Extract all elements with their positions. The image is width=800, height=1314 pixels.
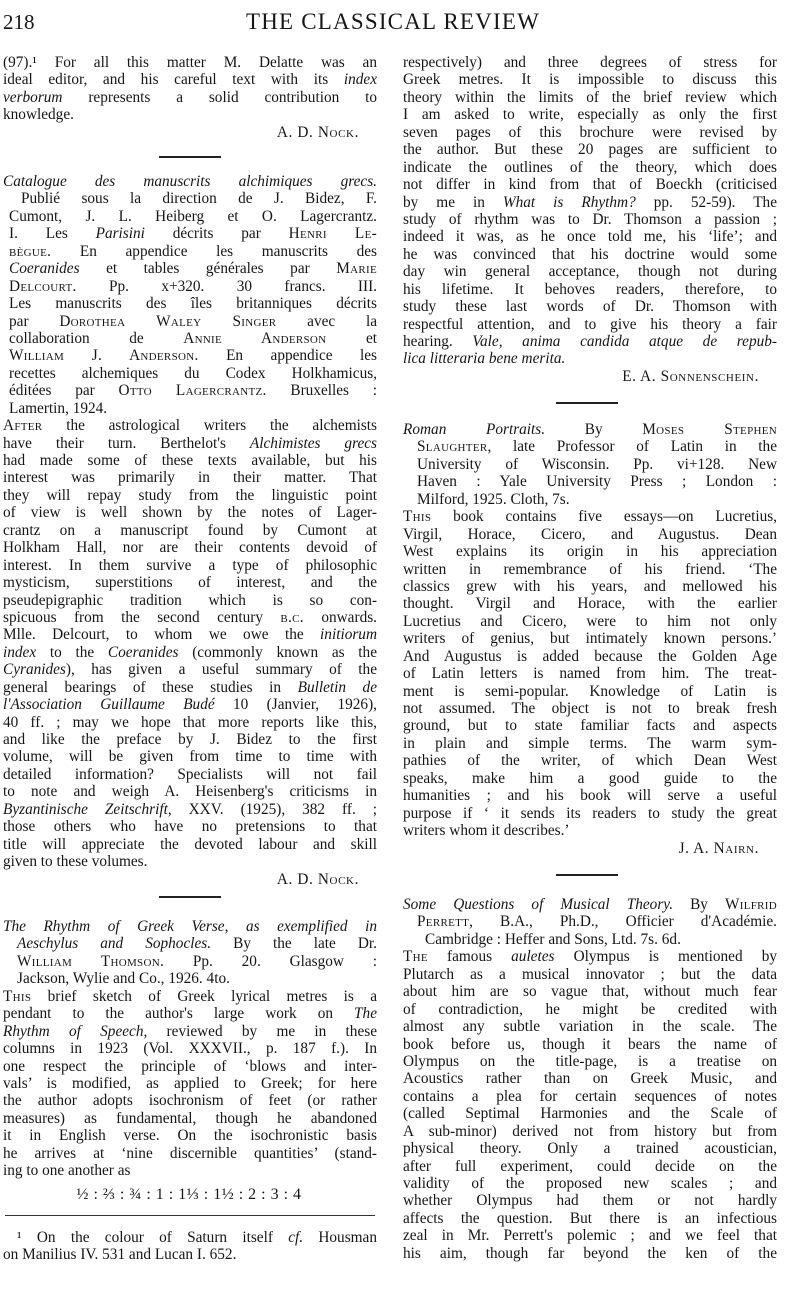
text-line: affects the question. But there is an infectious [403, 1209, 777, 1227]
text-line: Greek metres. It is impossible to discuss this [403, 71, 777, 89]
text-run: collaboration de [9, 329, 184, 347]
text-line: recettes alchemiques du Codex Holkhamicus, [9, 364, 377, 382]
text-line: writers of genius, but intimately known persons.’ [403, 630, 777, 648]
text-line: indeed it was, as he once told me, his ‘life’; and [403, 228, 777, 246]
text-line: and like the preface by J. Bidez to the first [3, 731, 377, 748]
footnote-divider [5, 1215, 375, 1216]
text-line: ground, but to state familiar facts and aspects [403, 717, 777, 735]
text-line: Lamertin, 1924. [9, 399, 108, 417]
text-line: Cumont, J. L. Heiberg et O. Lagercrantz. [9, 207, 377, 225]
text-run: famous [427, 948, 512, 966]
text-line: had made some of these texts available, but his [3, 452, 377, 469]
reviewer-signature: A. D. Nock. [276, 123, 359, 141]
text-run: hearing. [403, 333, 473, 350]
text-line [403, 948, 777, 965]
text-run: general bearings of these studies in [3, 678, 298, 696]
text-line [403, 194, 777, 211]
small-caps-text: After [3, 417, 43, 435]
italic-text: initiorum [320, 626, 377, 644]
small-caps-text: Delcourt. [9, 277, 77, 295]
italic-text: lica litteraria bene merita. [403, 350, 566, 368]
text-line: writers whom it describes.’ [403, 822, 570, 840]
text-line: columns in 1923 (Vol. XXXVII., p. 187 f.). In [3, 1040, 377, 1058]
text-line: (called Septimal Harmonies and the Scale of [403, 1105, 777, 1123]
small-caps-text: Annie Anderson [183, 329, 327, 347]
text-run: the astrological writers the alchemists [42, 417, 377, 435]
text-run: to the [36, 643, 108, 661]
italic-text: The Rhythm of Greek Verse, as exemplified in [3, 918, 377, 935]
text-line: he arrives at ‘nine discernible quantities’ (stand- [3, 1144, 377, 1162]
text-line: he was convinced that his doctrine would some [403, 245, 777, 263]
small-caps-text: William J. Anderson. [9, 347, 199, 365]
section-divider [556, 402, 618, 404]
review-musical-theory [403, 896, 777, 1262]
text-line: about him are so vague that, without much fear [403, 983, 777, 1001]
italic-text: Byzantinische Zeitschrift [3, 800, 168, 818]
italic-text: Parisini [95, 225, 145, 243]
text-line [403, 350, 777, 367]
text-line [3, 417, 377, 434]
small-caps-text: Henri Le- [288, 225, 377, 243]
review-continuation-delatte [3, 54, 377, 141]
text-run: ¹ On the colour of Saturn itself [17, 1229, 289, 1246]
small-caps-text: Wilfrid [725, 896, 777, 913]
text-run: avec la [276, 312, 377, 330]
text-line: his aim, though far beyond the ken of the [403, 1244, 777, 1262]
text-line: volume, will be given from time to time with [3, 748, 377, 766]
text-line: to note and weigh A. Heisenberg's criticisms in [3, 783, 377, 801]
text-line: Les manuscrits des îles britanniques décrits [9, 295, 377, 313]
text-line [3, 89, 377, 106]
section-divider [159, 896, 221, 898]
text-line: those others who have no pretensions to that [3, 818, 377, 836]
italic-text: Coeranides [9, 260, 80, 278]
italic-text: auletes [511, 948, 555, 966]
section-divider [556, 874, 618, 876]
text-line: ing to one another as [3, 1162, 131, 1180]
text-run: et [326, 329, 377, 347]
italic-text: index [3, 643, 37, 661]
text-line: I am asked to write, especially as only the first [403, 106, 777, 124]
italic-text: l'Association Guillaume Budé [3, 696, 215, 714]
text-line: Cambridge : Heffer and Sons, Ltd. 7s. 6d. [425, 930, 681, 948]
text-line: of view is well shown by the notes of Lager- [3, 504, 377, 522]
text-run: Bruxelles : [266, 382, 377, 400]
text-run: By [673, 896, 726, 913]
text-run: have their turn. Berthelot's [3, 434, 250, 452]
text-line: mysticism, superstitions of interest, and the [3, 574, 377, 592]
italic-text: index [343, 71, 377, 89]
text-line: it in English verse. On the isochronistic basis [3, 1127, 377, 1145]
text-run: Housman [303, 1229, 377, 1246]
text-line: Olympus on the title-page, is a treatise on [403, 1052, 777, 1070]
italic-text: Bulletin de [297, 678, 377, 696]
small-caps-text: bègue. [9, 242, 52, 260]
text-line [3, 679, 377, 696]
text-line: theory within the limits of the brief review which [403, 88, 777, 106]
text-line [3, 347, 377, 364]
text-line [3, 935, 377, 952]
text-run: pp. 52-59). The [635, 193, 777, 211]
text-line: of Latin letters is named from him. The treat- [403, 665, 777, 683]
text-line: purpose if ‘ it sends its readers to study the great [403, 804, 777, 822]
text-line: on Manilius IV. 531 and Lucan I. 652. [3, 1246, 237, 1264]
text-line: Milford, 1925. Cloth, 7s. [417, 490, 570, 508]
small-caps-text: This [403, 508, 432, 526]
text-line [3, 382, 377, 399]
text-line: written in remembrance of his friend. ‘The [403, 560, 777, 578]
text-line [3, 225, 377, 242]
text-line [403, 333, 777, 350]
text-line [3, 278, 377, 295]
text-line: Plutarch as a musical innovator ; but the data [403, 965, 777, 983]
text-line: detailed information? Specialists will not fail [3, 765, 377, 783]
text-line [3, 243, 377, 260]
text-line: his lifetime. It behoves readers, therefore, to [403, 280, 777, 298]
text-line: almost any subtle variation in the scale. The [403, 1018, 777, 1036]
text-line: Holkham Hall, nor are their contents devoid of [3, 539, 377, 557]
text-run: brief sketch of Greek lyrical metres is a [31, 987, 377, 1005]
small-caps-text: Moses Stephen [642, 421, 777, 438]
italic-text: cf. [288, 1229, 304, 1246]
italic-text: Aeschylus and Sophocles. [17, 935, 212, 953]
text-line: given to these volumes. [3, 853, 148, 871]
text-line [3, 260, 377, 277]
text-line: vals’ is modified, as applied to Greek; for here [3, 1074, 377, 1092]
text-line: Lucretius and Cicero, were to him not only [403, 612, 777, 630]
text-run: Pp. x+320. 30 francs. III. [76, 277, 377, 295]
text-line [403, 438, 777, 455]
text-line: respectively) and three degrees of stress for [403, 54, 777, 71]
text-line: not differ in kind from that of Boeckh (criticised [403, 176, 777, 194]
text-line: contains a plea for certain sequences of notes [403, 1087, 777, 1105]
review-continuation-rhythm [403, 54, 777, 385]
text-line: Acoustics rather than on Greek Music, and [403, 1070, 777, 1088]
text-line: zeal in Mr. Perrett's polemic ; and we feel that [403, 1227, 777, 1245]
text-line: validity of the proposed new scales ; and [403, 1175, 777, 1192]
review-roman-portraits [403, 421, 777, 857]
text-run: ), has given a useful summary of the [65, 661, 377, 679]
text-line: one respect the principle of ‘blows and inter- [3, 1057, 377, 1075]
running-title: THE CLASSICAL REVIEW [245, 9, 540, 34]
text-line [3, 801, 377, 818]
italic-text: Catalogue des manuscrits alchimiques grecs. [3, 173, 377, 190]
text-line: ment is semi-popular. Knowledge of Latin is [403, 682, 777, 700]
footnote [3, 1229, 377, 1264]
text-line: Jackson, Wylie and Co., 1926. 4to. [17, 970, 230, 988]
text-line: pathies of the writer, of which Dean West [403, 752, 777, 770]
italic-text: Roman Portraits. [403, 421, 546, 438]
text-line: classics grew with his years, and mellowed his [403, 577, 777, 595]
text-line [403, 508, 777, 525]
text-line: Publié sous la direction de J. Bidez, F. [21, 190, 377, 208]
text-line: in plain and simple terms. The warm sym- [403, 734, 777, 752]
text-line: indicate the outlines of the theory, which does [403, 158, 777, 176]
text-line [3, 988, 377, 1005]
text-line [3, 609, 377, 626]
section-divider [159, 156, 221, 158]
text-line [403, 896, 777, 913]
text-run: Olympus is mentioned by [554, 948, 777, 966]
small-caps-text: Dorothea Waley Singer [59, 312, 277, 330]
text-line [3, 313, 377, 330]
reviewer-signature: J. A. Nairn. [678, 839, 759, 857]
text-line [3, 1229, 377, 1246]
text-line: not assumed. The object is not to break fresh [403, 700, 777, 717]
text-line: knowledge. [3, 106, 74, 124]
text-line: the author adopts isochronism of feet (or rather [3, 1092, 377, 1110]
text-run: par [9, 312, 60, 330]
text-line: whether Olympus had them or not hardly [403, 1192, 777, 1210]
text-line [3, 330, 377, 347]
text-line: study these last words of Dr. Thomson with [403, 298, 777, 316]
text-line [3, 918, 377, 935]
text-run: décrits par [144, 225, 289, 243]
italic-text: Vale, anima candida atque de repub- [472, 333, 777, 350]
text-line [3, 696, 377, 713]
small-caps-text: This [3, 987, 32, 1005]
text-run: En appendice les [198, 347, 377, 365]
italic-text: Coeranides [107, 643, 179, 661]
text-line [403, 421, 777, 438]
text-line: A sub-minor) derived not from history but from [403, 1122, 777, 1140]
text-run: By the late Dr. [211, 935, 377, 953]
text-run: spicuous from the second century [3, 608, 281, 626]
text-run: Mlle. Delcourt, to whom we owe the [3, 626, 321, 644]
text-line: speaks, make him a good guide to the [403, 769, 777, 787]
italic-text: What is Rhythm? [502, 193, 636, 211]
text-line: Virgil, Horace, Cicero, and Augustus. Dean [403, 525, 777, 543]
text-line: 40 ff. ; may we hope that more reports like this, [3, 713, 377, 731]
text-line: respectful attention, and to give his theory a fair [403, 315, 777, 333]
quantity-ratio-formula: ½ : ⅔ : ¾ : 1 : 1⅓ : 1½ : 2 : 3 : 4 [76, 1186, 302, 1203]
text-run: ideal editor, and his careful text with its [3, 71, 344, 89]
italic-text: verborum [3, 88, 63, 106]
text-run: En appendice les manuscrits des [51, 242, 377, 260]
text-line: physical theory. Only a trained acoustician, [403, 1140, 777, 1158]
text-line [3, 644, 377, 661]
small-caps-text: Marie [336, 260, 377, 278]
text-run: by me in [403, 193, 503, 211]
small-caps-text: The [403, 948, 428, 966]
text-run: onwards. [303, 608, 377, 626]
text-line: measures) as fundamental, though he abandoned [3, 1109, 377, 1127]
italic-text: The [354, 1005, 377, 1023]
text-line: interest was primarily in their matter. That [3, 469, 377, 487]
italic-text: Rhythm of Speech, [3, 1022, 148, 1040]
text-line: crantz on a manuscript found by Cumont at [3, 521, 377, 539]
small-caps-text: William Thomson. [17, 952, 165, 970]
text-line: University of Wisconsin. Pp. vi+128. New [417, 455, 777, 473]
text-run: , XXV. (1925), 382 ff. ; [167, 800, 377, 818]
text-line: And Augustus is added because the Golden Age [403, 647, 777, 665]
text-line: thought. Virgil and Horace, with the earlier [403, 595, 777, 613]
small-caps-text: Otto Lagercrantz. [118, 382, 267, 400]
text-line [3, 661, 377, 678]
text-line [3, 173, 377, 190]
review-catalogue-alchimiques [3, 173, 377, 888]
text-line [3, 626, 377, 643]
text-run: , late Professor of Latin in the [487, 438, 777, 456]
text-line: study of rhythm was to Dr. Thomson a passion ; [403, 210, 777, 228]
italic-text: Alchimistes grecs [249, 434, 377, 452]
reviewer-signature: E. A. Sonnenschein. [622, 367, 759, 385]
text-line: of contradiction, he might be credited with [403, 1000, 777, 1018]
text-run: book contains five essays—on Lucretius, [431, 508, 777, 526]
text-line: book before us, though it bears the name of [403, 1035, 777, 1053]
text-line: pseudepigraphic tradition which is so con- [3, 591, 377, 609]
italic-text: Cyranides [3, 661, 66, 679]
small-caps-text: Perrett [417, 913, 470, 931]
text-run: , B.A., Ph.D., Officier d'Académie. [469, 913, 777, 931]
text-line [3, 953, 377, 970]
text-line [3, 1023, 377, 1040]
text-run: reviewed by me in these [147, 1022, 377, 1040]
text-line [3, 1005, 377, 1022]
text-line: they will repay study from the linguistic point [3, 486, 377, 504]
text-line: (97).¹ For all this matter M. Delatte was an [3, 54, 377, 71]
text-line [3, 435, 377, 452]
reviewer-signature: A. D. Nock. [276, 870, 359, 888]
text-line: Haven : Yale University Press ; London : [417, 473, 777, 491]
text-line: seven pages of this brochure were revised by [403, 123, 777, 141]
text-line: day win general acceptance, though not during [403, 263, 777, 281]
text-line: West explains its origin in his appreciation [403, 543, 777, 561]
text-run: pendant to the author's large work on [3, 1005, 355, 1023]
text-run: et tables générales par [79, 260, 337, 278]
page-number: 218 [3, 10, 35, 34]
text-line [403, 913, 777, 930]
text-run: represents a solid contribution to [62, 88, 377, 106]
small-caps-text: b.c. [280, 608, 304, 626]
text-line [3, 71, 377, 88]
text-run: 10 (Janvier, 1926), [214, 696, 378, 714]
text-line: interest. In them survive a type of philosophic [3, 556, 377, 574]
text-run: (commonly known as the [178, 643, 377, 661]
text-run: éditées par [9, 382, 119, 400]
italic-text: Some Questions of Musical Theory. [403, 896, 674, 913]
text-run: I. Les [9, 225, 96, 243]
review-rhythm-greek-verse [3, 918, 377, 1180]
text-run: By [545, 421, 643, 438]
text-line: title will appreciate the devoted labour and skill [3, 835, 377, 853]
text-run: Pp. 20. Glasgow : [164, 952, 377, 970]
small-caps-text: Slaughter [417, 438, 488, 456]
text-line: the author. But these 20 pages are sufficient to [403, 141, 777, 159]
text-line: after full experiment, could decide on the [403, 1157, 777, 1175]
text-line: humanities ; and his book will serve a useful [403, 787, 777, 805]
